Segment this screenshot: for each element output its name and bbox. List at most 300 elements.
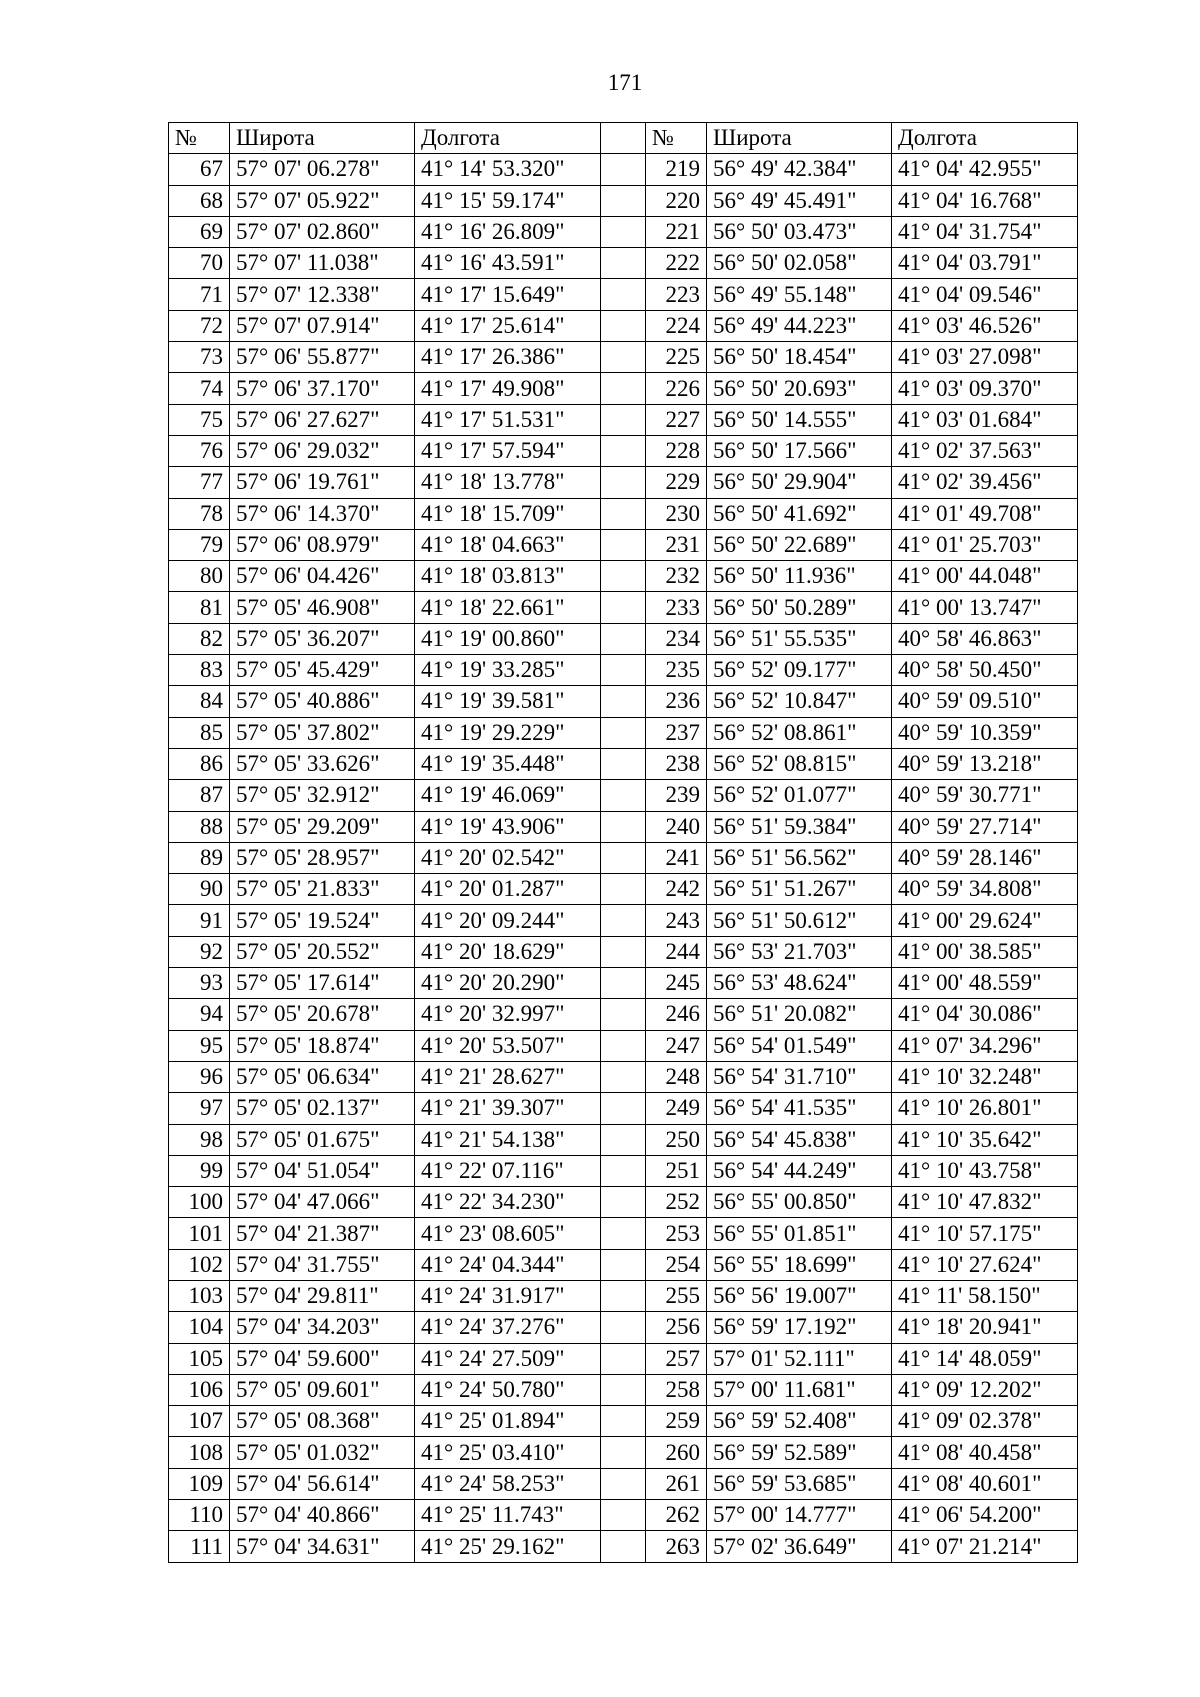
point-number-left: 71	[169, 279, 230, 310]
gap-cell	[601, 216, 646, 247]
point-number-left: 109	[169, 1468, 230, 1499]
gap-cell	[601, 435, 646, 466]
longitude-right: 40° 58' 50.450"	[892, 655, 1078, 686]
point-number-left: 89	[169, 842, 230, 873]
longitude-left: 41° 20' 09.244"	[415, 905, 601, 936]
longitude-right: 41° 03' 01.684"	[892, 404, 1078, 435]
point-number-left: 111	[169, 1531, 230, 1562]
latitude-left: 57° 05' 32.912"	[230, 780, 415, 811]
point-number-right: 225	[646, 342, 707, 373]
point-number-right: 261	[646, 1468, 707, 1499]
gap-cell	[601, 592, 646, 623]
longitude-right: 40° 59' 34.808"	[892, 874, 1078, 905]
table-row	[169, 529, 1078, 560]
longitude-right: 41° 02' 37.563"	[892, 435, 1078, 466]
longitude-left: 41° 22' 34.230"	[415, 1187, 601, 1218]
latitude-right: 56° 54' 44.249"	[707, 1155, 892, 1186]
point-number-right: 263	[646, 1531, 707, 1562]
table-row	[169, 1531, 1078, 1562]
latitude-right: 57° 02' 36.649"	[707, 1531, 892, 1562]
latitude-left: 57° 04' 29.811"	[230, 1280, 415, 1311]
latitude-left: 57° 04' 40.866"	[230, 1500, 415, 1531]
latitude-right: 56° 50' 11.936"	[707, 561, 892, 592]
table-row	[169, 780, 1078, 811]
point-number-right: 251	[646, 1155, 707, 1186]
longitude-right: 40° 59' 30.771"	[892, 780, 1078, 811]
table-row	[169, 1249, 1078, 1280]
point-number-left: 103	[169, 1280, 230, 1311]
gap-cell	[601, 780, 646, 811]
point-number-right: 237	[646, 717, 707, 748]
point-number-left: 67	[169, 154, 230, 185]
longitude-right: 41° 10' 26.801"	[892, 1093, 1078, 1124]
table-row	[169, 1061, 1078, 1092]
latitude-right: 56° 49' 55.148"	[707, 279, 892, 310]
header-latitude-left: Широта	[230, 123, 415, 154]
longitude-right: 41° 04' 30.086"	[892, 999, 1078, 1030]
point-number-left: 101	[169, 1218, 230, 1249]
latitude-left: 57° 06' 19.761"	[230, 467, 415, 498]
latitude-left: 57° 05' 17.614"	[230, 968, 415, 999]
table-row	[169, 1155, 1078, 1186]
point-number-right: 221	[646, 216, 707, 247]
latitude-right: 56° 54' 41.535"	[707, 1093, 892, 1124]
longitude-right: 41° 00' 38.585"	[892, 936, 1078, 967]
gap-cell	[601, 154, 646, 185]
longitude-left: 41° 16' 26.809"	[415, 216, 601, 247]
gap-cell	[601, 717, 646, 748]
longitude-left: 41° 19' 46.069"	[415, 780, 601, 811]
point-number-right: 252	[646, 1187, 707, 1218]
table-row	[169, 905, 1078, 936]
longitude-right: 40° 59' 28.146"	[892, 842, 1078, 873]
point-number-left: 99	[169, 1155, 230, 1186]
latitude-right: 56° 50' 02.058"	[707, 248, 892, 279]
longitude-left: 41° 19' 43.906"	[415, 811, 601, 842]
table-row	[169, 1343, 1078, 1374]
longitude-left: 41° 18' 03.813"	[415, 561, 601, 592]
latitude-left: 57° 05' 19.524"	[230, 905, 415, 936]
longitude-right: 41° 04' 31.754"	[892, 216, 1078, 247]
longitude-left: 41° 17' 51.531"	[415, 404, 601, 435]
latitude-right: 56° 56' 19.007"	[707, 1280, 892, 1311]
latitude-left: 57° 06' 27.627"	[230, 404, 415, 435]
latitude-right: 56° 55' 00.850"	[707, 1187, 892, 1218]
longitude-right: 41° 08' 40.601"	[892, 1468, 1078, 1499]
point-number-left: 82	[169, 623, 230, 654]
table-row	[169, 1374, 1078, 1405]
longitude-left: 41° 20' 53.507"	[415, 1030, 601, 1061]
longitude-left: 41° 20' 01.287"	[415, 874, 601, 905]
point-number-left: 72	[169, 310, 230, 341]
longitude-left: 41° 22' 07.116"	[415, 1155, 601, 1186]
longitude-right: 41° 03' 46.526"	[892, 310, 1078, 341]
point-number-left: 106	[169, 1374, 230, 1405]
table-row	[169, 248, 1078, 279]
gap-cell	[601, 1531, 646, 1562]
point-number-left: 110	[169, 1500, 230, 1531]
point-number-right: 249	[646, 1093, 707, 1124]
latitude-left: 57° 05' 33.626"	[230, 748, 415, 779]
latitude-left: 57° 06' 04.426"	[230, 561, 415, 592]
latitude-right: 56° 59' 52.589"	[707, 1437, 892, 1468]
point-number-left: 104	[169, 1312, 230, 1343]
table-row	[169, 842, 1078, 873]
latitude-right: 56° 59' 52.408"	[707, 1406, 892, 1437]
latitude-right: 56° 50' 18.454"	[707, 342, 892, 373]
longitude-left: 41° 21' 54.138"	[415, 1124, 601, 1155]
longitude-right: 41° 04' 09.546"	[892, 279, 1078, 310]
table-row	[169, 467, 1078, 498]
longitude-right: 41° 00' 48.559"	[892, 968, 1078, 999]
table-row	[169, 310, 1078, 341]
longitude-right: 41° 01' 25.703"	[892, 529, 1078, 560]
gap-cell	[601, 1343, 646, 1374]
gap-cell	[601, 811, 646, 842]
gap-cell	[601, 1155, 646, 1186]
latitude-right: 57° 00' 14.777"	[707, 1500, 892, 1531]
point-number-right: 235	[646, 655, 707, 686]
point-number-right: 241	[646, 842, 707, 873]
point-number-left: 69	[169, 216, 230, 247]
latitude-right: 56° 50' 14.555"	[707, 404, 892, 435]
gap-cell	[601, 748, 646, 779]
point-number-left: 108	[169, 1437, 230, 1468]
point-number-right: 240	[646, 811, 707, 842]
table-row	[169, 154, 1078, 185]
longitude-right: 40° 59' 09.510"	[892, 686, 1078, 717]
longitude-left: 41° 25' 29.162"	[415, 1531, 601, 1562]
latitude-left: 57° 05' 21.833"	[230, 874, 415, 905]
table-row	[169, 1500, 1078, 1531]
point-number-left: 68	[169, 185, 230, 216]
latitude-left: 57° 05' 46.908"	[230, 592, 415, 623]
gap-cell	[601, 1093, 646, 1124]
table-header-row	[169, 123, 1078, 154]
point-number-left: 79	[169, 529, 230, 560]
point-number-right: 239	[646, 780, 707, 811]
longitude-left: 41° 24' 58.253"	[415, 1468, 601, 1499]
gap-cell	[601, 1061, 646, 1092]
longitude-right: 41° 10' 27.624"	[892, 1249, 1078, 1280]
point-number-left: 90	[169, 874, 230, 905]
latitude-left: 57° 05' 36.207"	[230, 623, 415, 654]
latitude-right: 56° 52' 08.861"	[707, 717, 892, 748]
point-number-right: 260	[646, 1437, 707, 1468]
point-number-left: 107	[169, 1406, 230, 1437]
point-number-left: 80	[169, 561, 230, 592]
gap-cell	[601, 498, 646, 529]
gap-cell	[601, 1218, 646, 1249]
latitude-left: 57° 04' 59.600"	[230, 1343, 415, 1374]
table-row	[169, 1030, 1078, 1061]
latitude-right: 56° 51' 50.612"	[707, 905, 892, 936]
latitude-left: 57° 05' 29.209"	[230, 811, 415, 842]
latitude-right: 56° 50' 22.689"	[707, 529, 892, 560]
point-number-right: 236	[646, 686, 707, 717]
table-row	[169, 1312, 1078, 1343]
latitude-left: 57° 06' 37.170"	[230, 373, 415, 404]
longitude-right: 41° 03' 09.370"	[892, 373, 1078, 404]
gap-cell	[601, 248, 646, 279]
table-row	[169, 655, 1078, 686]
table-row	[169, 623, 1078, 654]
table-row	[169, 1093, 1078, 1124]
latitude-left: 57° 05' 09.601"	[230, 1374, 415, 1405]
gap-cell	[601, 561, 646, 592]
point-number-left: 105	[169, 1343, 230, 1374]
longitude-right: 40° 59' 27.714"	[892, 811, 1078, 842]
gap-cell	[601, 1374, 646, 1405]
longitude-left: 41° 23' 08.605"	[415, 1218, 601, 1249]
latitude-right: 56° 49' 45.491"	[707, 185, 892, 216]
latitude-left: 57° 05' 18.874"	[230, 1030, 415, 1061]
point-number-right: 247	[646, 1030, 707, 1061]
point-number-left: 70	[169, 248, 230, 279]
point-number-right: 246	[646, 999, 707, 1030]
longitude-right: 41° 01' 49.708"	[892, 498, 1078, 529]
gap-cell	[601, 1030, 646, 1061]
latitude-left: 57° 07' 06.278"	[230, 154, 415, 185]
latitude-left: 57° 04' 34.203"	[230, 1312, 415, 1343]
table-row	[169, 1468, 1078, 1499]
longitude-left: 41° 17' 57.594"	[415, 435, 601, 466]
point-number-right: 234	[646, 623, 707, 654]
point-number-right: 231	[646, 529, 707, 560]
latitude-right: 56° 50' 20.693"	[707, 373, 892, 404]
point-number-left: 84	[169, 686, 230, 717]
latitude-left: 57° 04' 56.614"	[230, 1468, 415, 1499]
point-number-right: 245	[646, 968, 707, 999]
longitude-right: 41° 09' 02.378"	[892, 1406, 1078, 1437]
latitude-right: 56° 55' 01.851"	[707, 1218, 892, 1249]
longitude-left: 41° 24' 27.509"	[415, 1343, 601, 1374]
table-row	[169, 686, 1078, 717]
latitude-left: 57° 07' 02.860"	[230, 216, 415, 247]
latitude-right: 56° 52' 10.847"	[707, 686, 892, 717]
latitude-left: 57° 06' 08.979"	[230, 529, 415, 560]
point-number-right: 230	[646, 498, 707, 529]
header-latitude-right: Широта	[707, 123, 892, 154]
table-row	[169, 811, 1078, 842]
point-number-right: 255	[646, 1280, 707, 1311]
page-number: 171	[607, 70, 643, 95]
point-number-right: 232	[646, 561, 707, 592]
latitude-right: 56° 53' 21.703"	[707, 936, 892, 967]
latitude-right: 56° 55' 18.699"	[707, 1249, 892, 1280]
point-number-left: 100	[169, 1187, 230, 1218]
point-number-right: 262	[646, 1500, 707, 1531]
longitude-right: 41° 07' 21.214"	[892, 1531, 1078, 1562]
latitude-right: 56° 50' 03.473"	[707, 216, 892, 247]
point-number-right: 229	[646, 467, 707, 498]
point-number-right: 227	[646, 404, 707, 435]
point-number-right: 253	[646, 1218, 707, 1249]
gap-cell	[601, 1187, 646, 1218]
point-number-left: 78	[169, 498, 230, 529]
table-row	[169, 342, 1078, 373]
gap-cell	[601, 905, 646, 936]
longitude-right: 41° 00' 44.048"	[892, 561, 1078, 592]
longitude-right: 41° 10' 43.758"	[892, 1155, 1078, 1186]
point-number-left: 97	[169, 1093, 230, 1124]
gap-cell	[601, 404, 646, 435]
longitude-right: 41° 04' 16.768"	[892, 185, 1078, 216]
latitude-left: 57° 06' 55.877"	[230, 342, 415, 373]
latitude-right: 56° 59' 17.192"	[707, 1312, 892, 1343]
longitude-right: 40° 59' 13.218"	[892, 748, 1078, 779]
latitude-right: 56° 52' 01.077"	[707, 780, 892, 811]
gap-cell	[601, 310, 646, 341]
gap-cell	[601, 342, 646, 373]
point-number-left: 76	[169, 435, 230, 466]
gap-cell	[601, 467, 646, 498]
point-number-right: 219	[646, 154, 707, 185]
table-row	[169, 717, 1078, 748]
longitude-right: 41° 02' 39.456"	[892, 467, 1078, 498]
point-number-left: 94	[169, 999, 230, 1030]
gap-cell	[601, 279, 646, 310]
longitude-left: 41° 18' 13.778"	[415, 467, 601, 498]
longitude-right: 41° 04' 03.791"	[892, 248, 1078, 279]
point-number-right: 228	[646, 435, 707, 466]
latitude-left: 57° 05' 01.675"	[230, 1124, 415, 1155]
longitude-right: 41° 03' 27.098"	[892, 342, 1078, 373]
latitude-right: 56° 54' 31.710"	[707, 1061, 892, 1092]
latitude-left: 57° 05' 01.032"	[230, 1437, 415, 1468]
latitude-left: 57° 07' 12.338"	[230, 279, 415, 310]
latitude-right: 56° 54' 45.838"	[707, 1124, 892, 1155]
latitude-left: 57° 05' 20.552"	[230, 936, 415, 967]
table-row	[169, 999, 1078, 1030]
point-number-left: 74	[169, 373, 230, 404]
longitude-left: 41° 17' 25.614"	[415, 310, 601, 341]
latitude-right: 56° 51' 20.082"	[707, 999, 892, 1030]
latitude-left: 57° 07' 11.038"	[230, 248, 415, 279]
longitude-left: 41° 19' 39.581"	[415, 686, 601, 717]
longitude-left: 41° 24' 37.276"	[415, 1312, 601, 1343]
latitude-left: 57° 04' 47.066"	[230, 1187, 415, 1218]
longitude-left: 41° 24' 31.917"	[415, 1280, 601, 1311]
longitude-left: 41° 20' 20.290"	[415, 968, 601, 999]
table-row	[169, 1406, 1078, 1437]
point-number-left: 85	[169, 717, 230, 748]
table-row	[169, 1124, 1078, 1155]
point-number-right: 243	[646, 905, 707, 936]
latitude-left: 57° 05' 45.429"	[230, 655, 415, 686]
gap-cell	[601, 373, 646, 404]
gap-cell	[601, 1124, 646, 1155]
latitude-left: 57° 05' 06.634"	[230, 1061, 415, 1092]
latitude-left: 57° 04' 51.054"	[230, 1155, 415, 1186]
latitude-left: 57° 05' 02.137"	[230, 1093, 415, 1124]
point-number-left: 102	[169, 1249, 230, 1280]
latitude-right: 57° 01' 52.111"	[707, 1343, 892, 1374]
point-number-left: 92	[169, 936, 230, 967]
point-number-right: 233	[646, 592, 707, 623]
longitude-right: 41° 10' 35.642"	[892, 1124, 1078, 1155]
latitude-right: 56° 52' 08.815"	[707, 748, 892, 779]
longitude-right: 41° 10' 57.175"	[892, 1218, 1078, 1249]
point-number-left: 88	[169, 811, 230, 842]
table-row	[169, 748, 1078, 779]
gap-cell	[601, 655, 646, 686]
longitude-left: 41° 18' 04.663"	[415, 529, 601, 560]
point-number-right: 256	[646, 1312, 707, 1343]
point-number-left: 98	[169, 1124, 230, 1155]
latitude-right: 56° 51' 56.562"	[707, 842, 892, 873]
point-number-left: 93	[169, 968, 230, 999]
latitude-right: 56° 51' 55.535"	[707, 623, 892, 654]
latitude-left: 57° 05' 40.886"	[230, 686, 415, 717]
table-row	[169, 1218, 1078, 1249]
latitude-right: 56° 59' 53.685"	[707, 1468, 892, 1499]
longitude-left: 41° 25' 01.894"	[415, 1406, 601, 1437]
longitude-left: 41° 24' 50.780"	[415, 1374, 601, 1405]
longitude-right: 41° 09' 12.202"	[892, 1374, 1078, 1405]
point-number-left: 86	[169, 748, 230, 779]
gap-cell	[601, 1500, 646, 1531]
longitude-right: 41° 00' 29.624"	[892, 905, 1078, 936]
longitude-left: 41° 17' 49.908"	[415, 373, 601, 404]
header-num-left: №	[169, 123, 230, 154]
gap-cell	[601, 1249, 646, 1280]
table-body	[169, 154, 1078, 1562]
gap-cell	[601, 1437, 646, 1468]
point-number-left: 81	[169, 592, 230, 623]
longitude-left: 41° 20' 32.997"	[415, 999, 601, 1030]
latitude-right: 56° 51' 51.267"	[707, 874, 892, 905]
point-number-right: 220	[646, 185, 707, 216]
longitude-right: 41° 06' 54.200"	[892, 1500, 1078, 1531]
table-row	[169, 1187, 1078, 1218]
gap-cell	[601, 1406, 646, 1437]
table-row	[169, 561, 1078, 592]
latitude-left: 57° 06' 29.032"	[230, 435, 415, 466]
longitude-left: 41° 16' 43.591"	[415, 248, 601, 279]
point-number-right: 224	[646, 310, 707, 341]
latitude-right: 56° 50' 17.566"	[707, 435, 892, 466]
gap-cell	[601, 874, 646, 905]
header-longitude-left: Долгота	[415, 123, 601, 154]
gap-cell	[601, 842, 646, 873]
point-number-left: 91	[169, 905, 230, 936]
table-row	[169, 216, 1078, 247]
gap-cell	[601, 999, 646, 1030]
point-number-left: 96	[169, 1061, 230, 1092]
point-number-left: 95	[169, 1030, 230, 1061]
table-row	[169, 592, 1078, 623]
longitude-left: 41° 21' 39.307"	[415, 1093, 601, 1124]
table-row	[169, 968, 1078, 999]
latitude-left: 57° 05' 08.368"	[230, 1406, 415, 1437]
table-row	[169, 498, 1078, 529]
point-number-right: 254	[646, 1249, 707, 1280]
latitude-right: 56° 50' 29.904"	[707, 467, 892, 498]
longitude-right: 41° 07' 34.296"	[892, 1030, 1078, 1061]
longitude-right: 41° 18' 20.941"	[892, 1312, 1078, 1343]
table-row	[169, 185, 1078, 216]
longitude-right: 40° 58' 46.863"	[892, 623, 1078, 654]
table-row	[169, 435, 1078, 466]
gap-cell	[601, 623, 646, 654]
point-number-right: 257	[646, 1343, 707, 1374]
header-num-right: №	[646, 123, 707, 154]
point-number-right: 259	[646, 1406, 707, 1437]
table-row	[169, 279, 1078, 310]
latitude-right: 57° 00' 11.681"	[707, 1374, 892, 1405]
longitude-left: 41° 20' 02.542"	[415, 842, 601, 873]
